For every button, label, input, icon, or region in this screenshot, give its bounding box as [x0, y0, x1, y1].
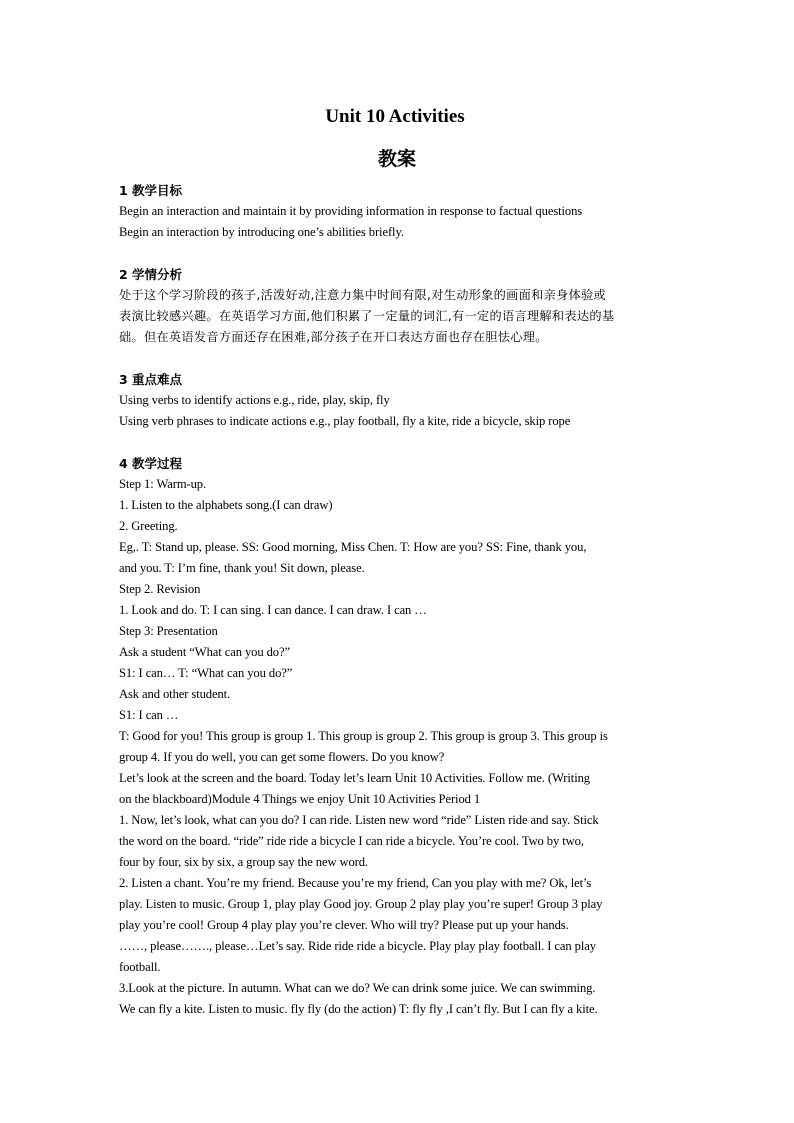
paragraph-line: the word on the board. “ride” ride ride a bicycle I can ride a bicycle. You’re cool. Two by two, [119, 834, 584, 848]
paragraph-line: group 4. If you do well, you can get some flowers. Do you know? [119, 750, 445, 764]
section-student-analysis [119, 264, 679, 348]
section-teaching-objectives [119, 180, 679, 243]
paragraph-line: S1: I can … [119, 708, 179, 722]
paragraph-line: Eg,. T: Stand up, please. SS: Good morning, Miss Chen. T: How are you? SS: Fine, thank you, [119, 540, 587, 554]
paragraph-line: Begin an interaction and maintain it by providing information in response to factual questions [119, 204, 583, 218]
paragraph-line: Step 3: Presentation [119, 624, 218, 638]
paragraph-line: 3.Look at the picture. In autumn. What can we do? We can drink some juice. We can swimming. [119, 981, 596, 995]
paragraph-line: 2. Listen a chant. You’re my friend. Because you’re my friend, Can you play with me? Ok, let’s [119, 876, 592, 890]
section-heading: 3 重点难点 [119, 372, 183, 387]
document-title [0, 104, 794, 130]
paragraph-line: ……, please……., please…Let’s say. Ride ride ride a bicycle. Play play play football. I can play [119, 939, 596, 953]
paragraph-line: Step 1: Warm-up. [119, 477, 207, 491]
paragraph-line: football. [119, 960, 161, 974]
paragraph-line: Using verb phrases to indicate actions e.g., play football, fly a kite, ride a bicycle, skip rope [119, 414, 571, 428]
paragraph-line: play you’re cool! Group 4 play play you’re clever. Who will try? Please put up your hands. [119, 918, 569, 932]
paragraph-line: 处于这个学习阶段的孩子,活泼好动,注意力集中时间有限,对生动形象的画面和亲身体验或 [119, 288, 607, 302]
section-key-points [119, 369, 679, 432]
paragraph-line: and you. T: I’m fine, thank you! Sit down, please. [119, 561, 365, 575]
section-heading: 1 教学目标 [119, 183, 183, 198]
paragraph-line: Begin an interaction by introducing one’s abilities briefly. [119, 225, 404, 239]
paragraph-line: 2. Greeting. [119, 519, 178, 533]
paragraph-line: Ask and other student. [119, 687, 231, 701]
document-body [119, 180, 679, 1020]
paragraph-line: 表演比较感兴趣。在英语学习方面,他们积累了一定量的词汇,有一定的语言理解和表达的基 [119, 309, 615, 323]
paragraph-line: play. Listen to music. Group 1, play play Good joy. Group 2 play play you’re super! Group 3 play [119, 897, 603, 911]
paragraph-line: 1. Listen to the alphabets song.(I can draw) [119, 498, 333, 512]
paragraph-line: 础。但在英语发音方面还存在困难,部分孩子在开口表达方面也存在胆怯心理。 [119, 330, 548, 344]
paragraph-line: Using verbs to identify actions e.g., ride, play, skip, fly [119, 393, 390, 407]
paragraph-line: Ask a student “What can you do?” [119, 645, 290, 659]
section-heading: 2 学情分析 [119, 267, 183, 282]
document-subtitle: 教案 [377, 148, 416, 170]
paragraph-line: 1. Look and do. T: I can sing. I can dance. I can draw. I can … [119, 603, 427, 617]
paragraph-line: Step 2. Revision [119, 582, 201, 596]
paragraph-line: four by four, six by six, a group say the new word. [119, 855, 369, 869]
paragraph-line: We can fly a kite. Listen to music. fly fly (do the action) T: fly fly ,I can’t fly. But I can fly a kite. [119, 1002, 598, 1016]
section-teaching-process [119, 453, 679, 1020]
section-heading: 4 教学过程 [119, 456, 183, 471]
paragraph-line: Let’s look at the screen and the board. Today let’s learn Unit 10 Activities. Follow me. (Writing [119, 771, 590, 785]
document-title-text: Unit 10 Activities [325, 106, 465, 127]
paragraph-line: S1: I can… T: “What can you do?” [119, 666, 293, 680]
paragraph-line: 1. Now, let’s look, what can you do? I can ride. Listen new word “ride” Listen ride and say. Stick [119, 813, 599, 827]
paragraph-line: T: Good for you! This group is group 1. This group is group 2. This group is group 3. This group is [119, 729, 608, 743]
paragraph-line: on the blackboard)Module 4 Things we enjoy Unit 10 Activities Period 1 [119, 792, 481, 806]
